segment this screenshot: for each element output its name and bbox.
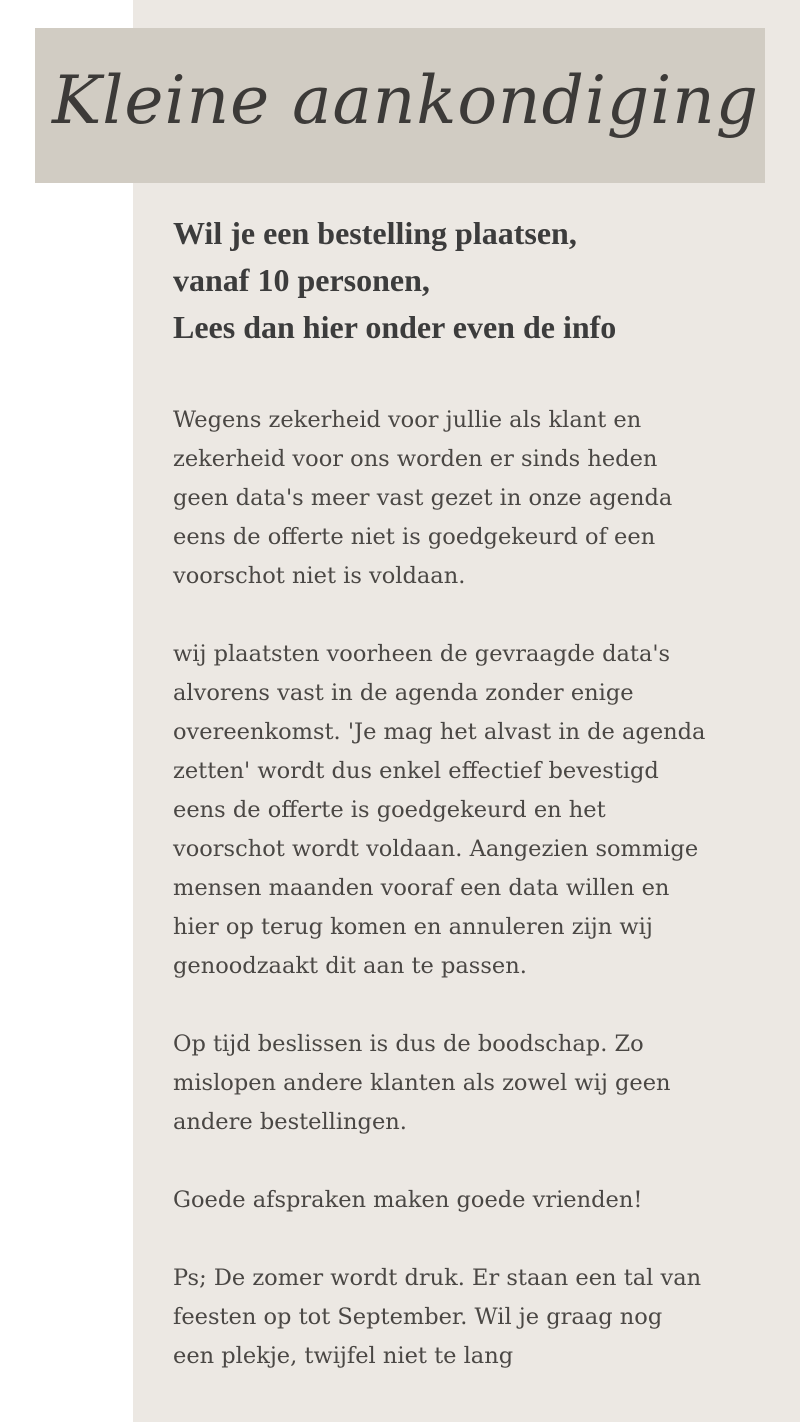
text-line: mislopen andere klanten als zowel wij geen <box>173 1070 671 1096</box>
text-line: voorschot wordt voldaan. Aangezien sommige <box>173 836 699 862</box>
paragraph-good-agreements <box>173 1181 773 1220</box>
body-text <box>173 401 773 1415</box>
text-line: andere bestellingen. <box>173 1109 407 1135</box>
text-line: overeenkomst. 'Je mag het alvast in de agenda <box>173 719 706 745</box>
paragraph-decide-on-time <box>173 1025 773 1142</box>
headline-line: Wil je een bestelling plaatsen, <box>173 215 577 251</box>
text-line: mensen maanden vooraf een data willen en <box>173 875 670 901</box>
text-line: Goede afspraken maken goede vrienden! <box>173 1187 643 1213</box>
text-line: Op tijd beslissen is dus de boodschap. Zo <box>173 1031 644 1057</box>
text-line: voorschot niet is voldaan. <box>173 563 466 589</box>
text-line: eens de offerte niet is goedgekeurd of een <box>173 524 656 550</box>
headline-line: Lees dan hier onder even de info <box>173 309 617 345</box>
text-line: een plekje, twijfel niet te lang <box>173 1343 514 1369</box>
text-line: alvorens vast in de agenda zonder enige <box>173 680 634 706</box>
text-line: Wegens zekerheid voor jullie als klant en <box>173 407 642 433</box>
text-line: eens de offerte is goedgekeurd en het <box>173 797 606 823</box>
text-line: wij plaatsten voorheen de gevraagde data's <box>173 641 671 667</box>
headline-line: vanaf 10 personen, <box>173 262 430 298</box>
text-line: geen data's meer vast gezet in onze agenda <box>173 485 673 511</box>
paragraph-postscript <box>173 1259 773 1376</box>
paragraph-reservation-policy <box>173 401 773 596</box>
text-line: Ps; De zomer wordt druk. Er staan een tal van <box>173 1265 702 1291</box>
paragraph-previous-practice <box>173 635 773 986</box>
text-line: hier op terug komen en annuleren zijn wij <box>173 914 653 940</box>
text-line: genoodzaakt dit aan te passen. <box>173 953 527 979</box>
text-line: feesten op tot September. Wil je graag nog <box>173 1304 663 1330</box>
page-title: Kleine aankondiging <box>52 62 760 139</box>
headline <box>173 210 773 351</box>
text-line: zetten' wordt dus enkel effectief bevestigd <box>173 758 659 784</box>
text-line: zekerheid voor ons worden er sinds heden <box>173 446 658 472</box>
